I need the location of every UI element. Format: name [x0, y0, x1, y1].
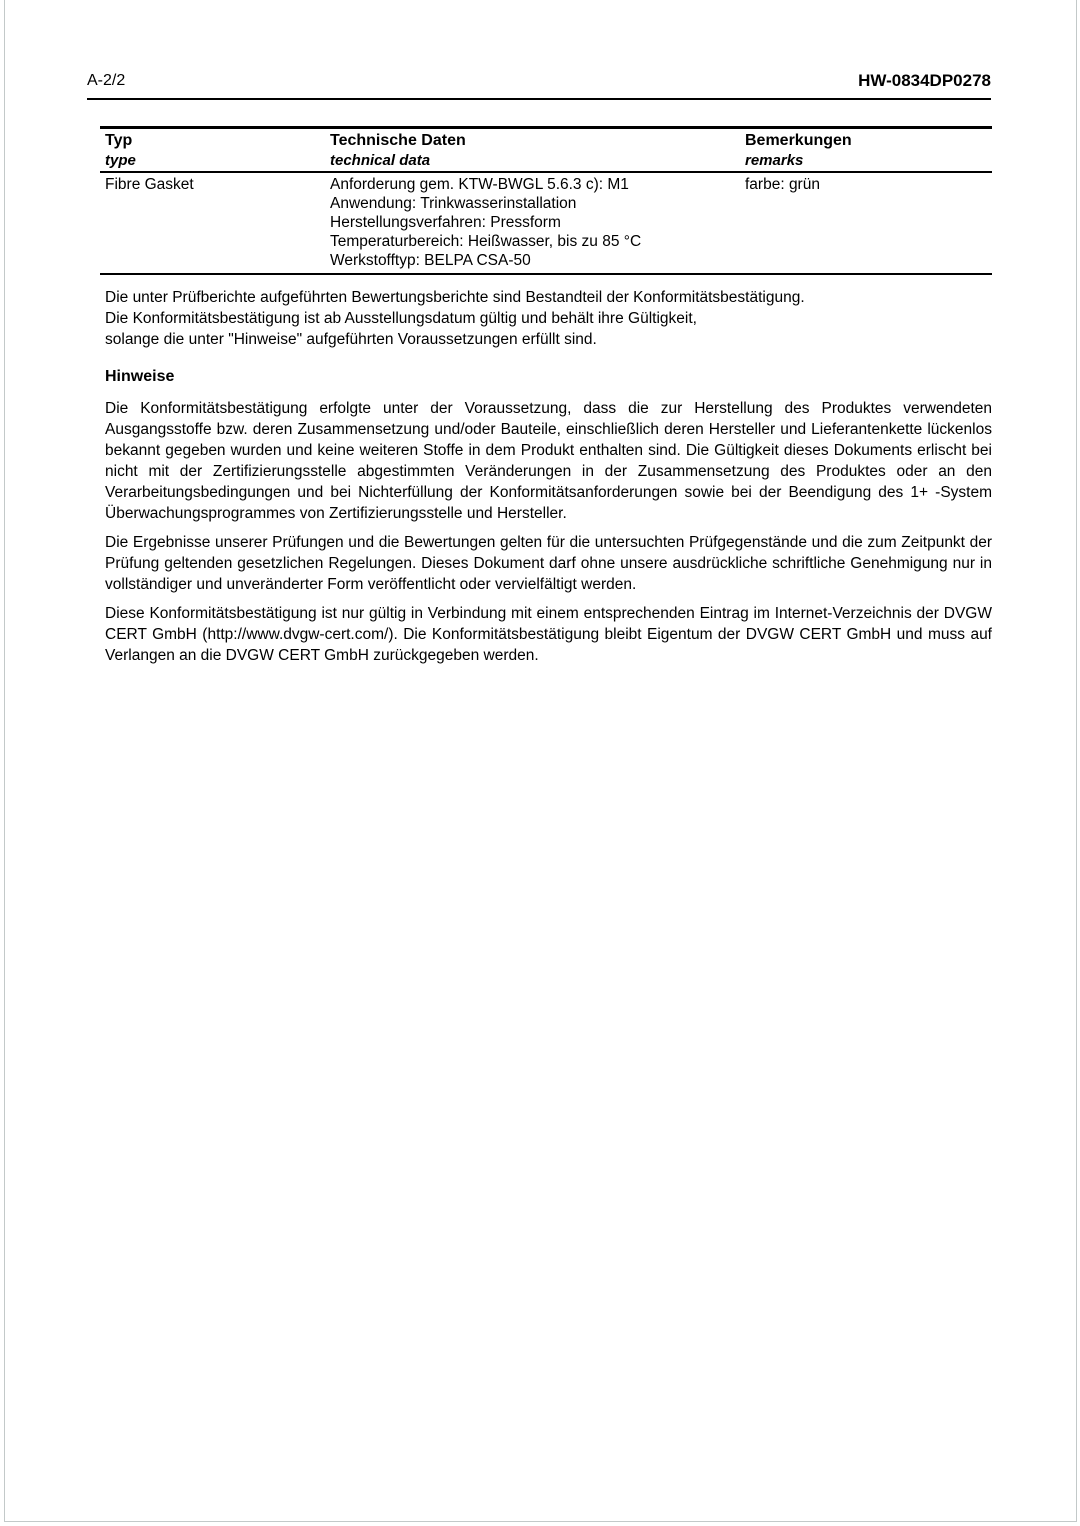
cell-typ: Fibre Gasket — [105, 176, 194, 193]
column-header-de: Typ — [105, 132, 133, 149]
document-header — [87, 71, 991, 100]
technical-data-line: Anwendung: Trinkwasserinstallation — [330, 195, 577, 212]
intro-line: solange die unter "Hinweise" aufgeführten Voraussetzungen erfüllt sind. — [105, 331, 597, 348]
hinweise-paragraph-1: Die Konformitätsbestätigung erfolgte unter der Voraussetzung, dass die zur Herstellung des Produktes verwendeten Ausgangsstoffe bzw. deren Zusammensetzung und/oder Bauteile, einschließlich deren Hersteller und Lieferantenkette lückenlos bekannt gegeben wurden und keine weiteren Stoffe in dem Produkt enthalten sind. Die Gültigkeit dieses Dokuments erlischt bei nicht mit der Zertifizierungsstelle abgestimmten Veränderungen in der Zusammensetzung des Produktes oder an den Verarbeitungsbedingungen und bei Nichterfüllung der Konformitätsanforderungen sowie bei der Beendigung des 1+ -System Überwachungsprogrammes von Zertifizierungsstelle und Hersteller. — [105, 400, 992, 522]
cell-technical-data — [325, 175, 740, 270]
column-header-en: technical data — [330, 152, 431, 169]
intro-line: Die Konformitätsbestätigung ist ab Ausstellungsdatum gültig und behält ihre Gültigkeit, — [105, 310, 697, 327]
hinweise-paragraph-3: Diese Konformitätsbestätigung ist nur gültig in Verbindung mit einem entsprechenden Eintrag im Internet-Verzeichnis der DVGW CERT GmbH (http://www.dvgw-cert.com/). Die Konformitätsbestätigung bleibt Eigentum der DVGW CERT GmbH und muss auf Verlangen an die DVGW CERT GmbH zurückgegeben werden. — [105, 605, 992, 664]
cell-remarks: farbe: grün — [745, 176, 820, 193]
spec-table — [100, 126, 992, 275]
document-body — [105, 287, 992, 674]
page-reference: A-2/2 — [87, 72, 126, 89]
column-header-de: Bemerkungen — [745, 132, 852, 149]
column-header-typ — [100, 131, 325, 170]
intro-line: Die unter Prüfberichte aufgeführten Bewertungsberichte sind Bestandteil der Konformitätsbestätigung. — [105, 289, 805, 306]
hinweise-paragraph-2: Die Ergebnisse unserer Prüfungen und die Bewertungen gelten für die untersuchten Prüfgegenstände und die zum Zeitpunkt der Prüfung geltenden gesetzlichen Regelungen. Dieses Dokument darf ohne unsere ausdrückliche schriftliche Genehmigung nur in vollständiger und unveränderter Form veröffentlicht oder vervielfältigt werden. — [105, 534, 992, 593]
technical-data-line: Anforderung gem. KTW-BWGL 5.6.3 c): M1 — [330, 176, 629, 193]
hinweise-heading: Hinweise — [105, 368, 175, 385]
document-number: HW-0834DP0278 — [858, 71, 991, 90]
technical-data-line: Werkstofftyp: BELPA CSA-50 — [330, 252, 531, 269]
column-header-en: type — [105, 152, 136, 169]
intro-paragraph — [105, 287, 992, 350]
column-header-de: Technische Daten — [330, 132, 466, 149]
technical-data-line: Herstellungsverfahren: Pressform — [330, 214, 561, 231]
table-row — [100, 173, 992, 275]
column-header-bemerkungen — [740, 131, 992, 170]
table-header-row — [100, 129, 992, 173]
column-header-en: remarks — [745, 152, 804, 169]
column-header-technische-daten — [325, 131, 740, 170]
technical-data-line: Temperaturbereich: Heißwasser, bis zu 85 °C — [330, 233, 642, 250]
